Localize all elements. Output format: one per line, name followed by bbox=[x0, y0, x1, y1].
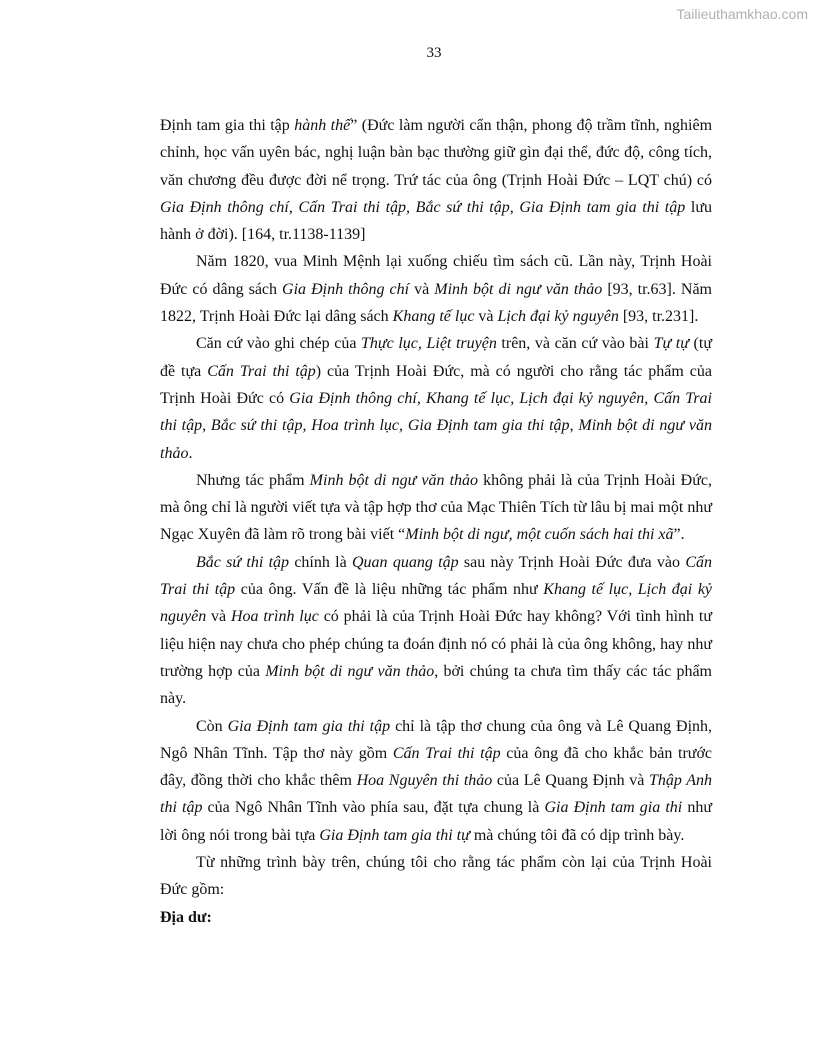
text-run: Còn bbox=[196, 717, 228, 735]
paragraphs bbox=[160, 112, 712, 904]
text-run: trên, và căn cứ vào bài bbox=[496, 335, 654, 353]
italic-text: Khang tế lục bbox=[392, 308, 475, 326]
italic-text: Gia Định tam gia thi tự bbox=[319, 826, 470, 844]
italic-text: Gia Định tam gia thi tập bbox=[227, 717, 391, 735]
text-run: lưu hành ở đời). [164, tr.1138-1139] bbox=[160, 198, 712, 244]
italic-text: Thực lục, Liệt truyện bbox=[361, 335, 497, 353]
italic-text: Bắc sứ thi tập bbox=[196, 553, 290, 571]
text-run: của ông. Vấn đề là liệu những tác phẩm như bbox=[235, 581, 544, 599]
paragraph bbox=[160, 112, 712, 248]
paragraph bbox=[160, 549, 712, 713]
italic-text: Minh bột di ngư văn thảo bbox=[309, 471, 479, 489]
italic-text: Khang tế lục, Lịch đại kỷ nguyên bbox=[160, 581, 713, 626]
italic-text: Hoa trình lục bbox=[230, 608, 319, 626]
text-run: của Ngô Nhân Tĩnh vào phía sau, đặt tựa chung là bbox=[202, 799, 545, 817]
text-run: (tự đề tựa bbox=[160, 335, 713, 380]
italic-text: Gia Định tam gia thi bbox=[544, 799, 683, 817]
text-run: Từ những trình bày trên, chúng tôi cho rằng tác phẩm còn lại của Trịnh Hoài Đức gồm: bbox=[160, 854, 712, 899]
text-run: chỉ là tập thơ chung của ông và Lê Quang Định, Ngô Nhân Tĩnh. Tập thơ này gồm bbox=[160, 717, 713, 762]
paragraph bbox=[160, 330, 712, 466]
italic-text: Minh bột di ngư văn thảo bbox=[160, 417, 713, 462]
italic-text: Cấn Trai thi tập bbox=[392, 744, 501, 762]
italic-text: Minh bột di ngư văn thảo bbox=[434, 280, 603, 298]
italic-text: Hoa Nguyên thi thảo bbox=[356, 772, 493, 790]
text-run: và bbox=[474, 308, 498, 326]
text-run: chính là bbox=[289, 553, 352, 571]
text-run: và bbox=[206, 608, 231, 626]
text-run: mà chúng tôi đã có dịp trình bày. bbox=[469, 826, 685, 844]
paragraph bbox=[160, 248, 712, 330]
document-body bbox=[160, 112, 712, 931]
text-run: , bởi chúng ta chưa tìm thấy các tác phẩm này. bbox=[160, 662, 713, 708]
italic-text: Tự tự bbox=[653, 335, 689, 353]
text-run: Nhưng tác phẩm bbox=[196, 471, 310, 489]
text-run: ) của Trịnh Hoài Đức, mà có người cho rằng tác phẩm của Trịnh Hoài Đức có bbox=[160, 362, 712, 407]
text-run: , bbox=[569, 417, 579, 435]
italic-text: Quan quang tập bbox=[352, 553, 459, 571]
paragraph bbox=[160, 467, 712, 549]
text-run: và bbox=[409, 280, 435, 298]
paragraph bbox=[160, 849, 712, 904]
text-run: [93, tr.63]. Năm 1822, Trịnh Hoài Đức lại dâng sách bbox=[160, 280, 713, 326]
italic-text: Cấn Trai thi tập bbox=[207, 362, 316, 380]
paragraph bbox=[160, 713, 712, 849]
italic-text: Minh bột di ngư văn thảo bbox=[265, 662, 435, 680]
text-run: . bbox=[188, 444, 193, 462]
italic-text: Gia Định thông chí, Cấn Trai thi tập, Bắc sứ thi tập, Gia Định tam gia thi tập bbox=[160, 198, 686, 216]
italic-text: Gia Định thông chí, Khang tế lục, Lịch đại kỷ nguyên, Cấn Trai thi tập, Bắc sứ thi tập, Hoa trình lục, Gia Định tam gia thi tập bbox=[160, 389, 712, 435]
text-run: không phải là của Trịnh Hoài Đức, mà ông chỉ là người viết tựa và tập hợp thơ của Mạc Thiên Tích từ lâu bị mai một như Ngạc Xuyên đã làm rõ trong bài viết “ bbox=[160, 471, 713, 544]
text-run: sau này Trịnh Hoài Đức đưa vào bbox=[458, 553, 686, 571]
italic-text: hành thế bbox=[294, 117, 351, 134]
text-run: Năm 1820, vua Minh Mệnh lại xuống chiếu tìm sách cũ. Lần này, Trịnh Hoài Đức có dâng sách bbox=[160, 253, 712, 298]
italic-text: Minh bột di ngư, một cuốn sách hai thi xã bbox=[405, 526, 674, 544]
page-number: 33 bbox=[426, 45, 442, 61]
text-run: của Lê Quang Định và bbox=[492, 772, 649, 790]
italic-text: Thập Anh thi tập bbox=[160, 772, 713, 817]
text-run: Căn cứ vào ghi chép của bbox=[196, 335, 362, 353]
text-run: Định tam gia thi tập bbox=[160, 117, 295, 134]
text-run: của ông đã cho khắc bản trước đây, đồng thời cho khắc thêm bbox=[160, 744, 713, 790]
text-run: ”. bbox=[673, 526, 685, 544]
italic-text: Gia Định thông chí bbox=[282, 280, 410, 298]
text-run: [93, tr.231]. bbox=[618, 308, 699, 326]
text-run: có phải là của Trịnh Hoài Đức hay không? Với tình hình tư liệu hiện nay chưa cho phép chúng ta đoán định nó có phải là của ông không, hay như trường hợp của bbox=[160, 608, 713, 680]
text-run: như lời ông nói trong bài tựa bbox=[160, 799, 713, 844]
watermark: Tailieuthamkhao.com bbox=[676, 6, 808, 22]
italic-text: Cấn Trai thi tập bbox=[160, 553, 712, 599]
section-heading: Địa dư: bbox=[160, 908, 212, 926]
text-run: ” (Đức làm người cẩn thận, phong độ trầm tĩnh, nghiêm chỉnh, học vấn uyên bác, nghị luận bàn bạc thường giữ gìn đại thể, đức độ, công tích, văn chương đều được đời nể trọng. Trứ tác của ông (Trịnh Hoài Đức – LQT chú) có bbox=[160, 117, 713, 189]
italic-text: Lịch đại kỷ nguyên bbox=[497, 308, 619, 326]
